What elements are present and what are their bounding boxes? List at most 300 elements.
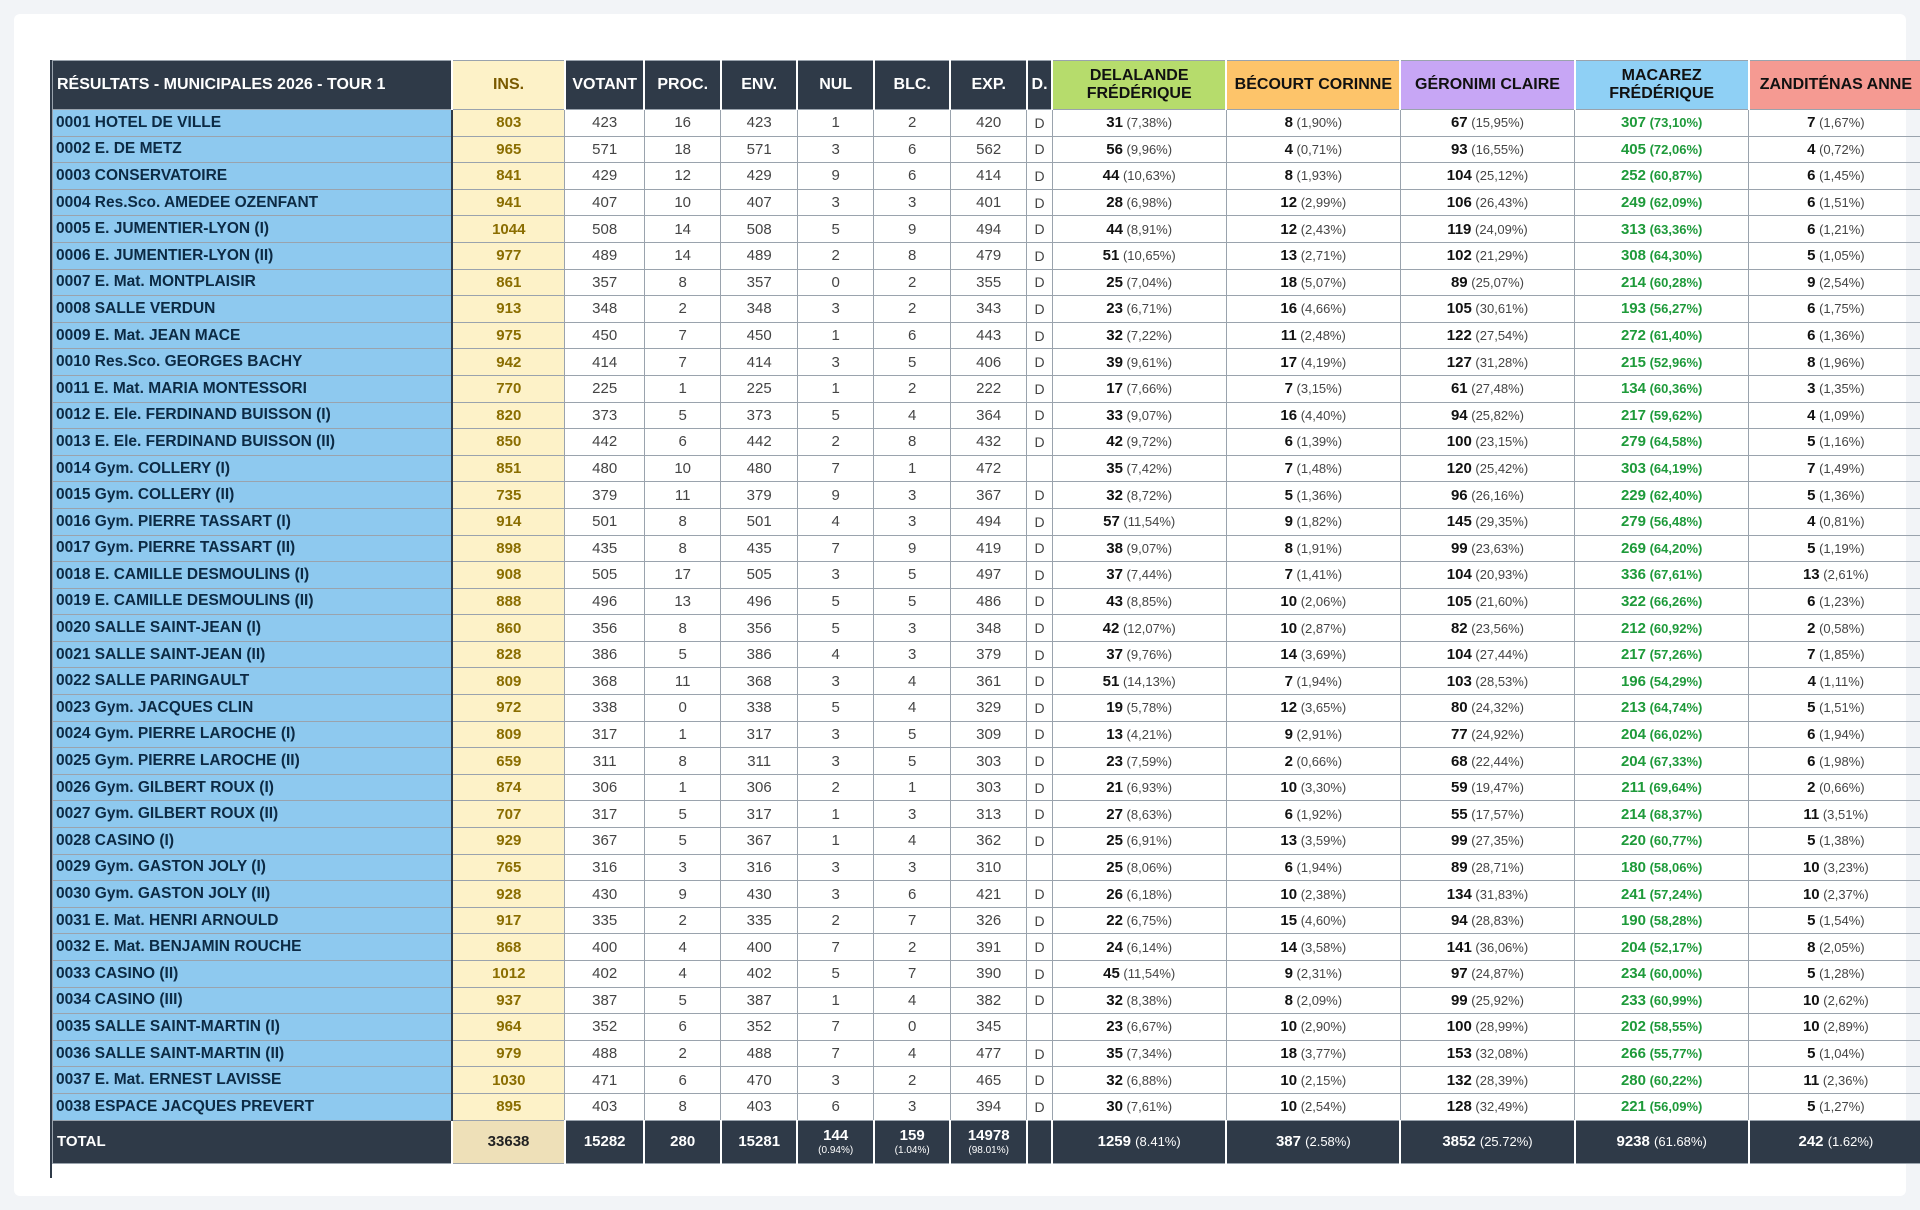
col-header-proc[interactable]: PROC. bbox=[644, 61, 721, 110]
col-header-nul[interactable]: NUL bbox=[797, 61, 874, 110]
polling-station-name: 0002 E. DE METZ bbox=[53, 136, 453, 163]
candidate-vote-pct: (2,37%) bbox=[1819, 886, 1869, 902]
cell-blc: 3 bbox=[874, 801, 951, 828]
cell-ins: 965 bbox=[452, 136, 565, 163]
candidate-vote-count: 10 bbox=[1280, 619, 1298, 637]
candidate-vote-pct: (6,18%) bbox=[1122, 886, 1173, 902]
col-header-ins[interactable]: INS. bbox=[452, 61, 565, 110]
table-row[interactable] bbox=[53, 987, 1920, 1014]
polling-station-name: 0003 CONSERVATOIRE bbox=[53, 163, 453, 190]
cell-blc: 4 bbox=[874, 668, 951, 695]
candidate-vote-count: 32 bbox=[1106, 327, 1123, 345]
cell-exp: 477 bbox=[950, 1040, 1027, 1067]
table-row[interactable] bbox=[53, 189, 1920, 216]
candidate-vote-count: 214 bbox=[1620, 805, 1646, 823]
candidate-vote-count: 18 bbox=[1280, 1045, 1298, 1063]
candidate-vote-pct: (1,05%) bbox=[1815, 248, 1865, 264]
candidate-vote-pct: (68,37%) bbox=[1645, 806, 1703, 822]
cell-candidate-votes bbox=[1575, 402, 1749, 429]
candidate-vote-count: 8 bbox=[1807, 353, 1816, 371]
cell-nul: 3 bbox=[797, 189, 874, 216]
candidate-vote-count: 4 bbox=[1807, 672, 1816, 690]
total-exp-value: 14978 bbox=[967, 1127, 1010, 1145]
cell-exp: 303 bbox=[950, 774, 1027, 801]
cell-candidate-votes bbox=[1226, 482, 1400, 509]
cell-candidate-votes bbox=[1400, 748, 1574, 775]
candidate-vote-pct: (60,36%) bbox=[1645, 381, 1703, 397]
candidate-vote-pct: (1,94%) bbox=[1292, 673, 1343, 689]
cell-blc: 3 bbox=[874, 1093, 951, 1120]
col-header-env[interactable]: ENV. bbox=[721, 61, 798, 110]
cell-candidate-votes bbox=[1575, 375, 1749, 402]
candidate-vote-count: 249 bbox=[1620, 194, 1646, 212]
candidate-vote-pct: (5,78%) bbox=[1122, 700, 1173, 716]
cell-candidate-votes bbox=[1400, 296, 1574, 323]
table-row[interactable] bbox=[53, 535, 1920, 562]
cell-exp: 443 bbox=[950, 322, 1027, 349]
col-header-votant[interactable]: VOTANT bbox=[565, 61, 645, 110]
cell-candidate-votes bbox=[1575, 1014, 1749, 1041]
candidate-vote-pct: (9,96%) bbox=[1122, 141, 1173, 157]
candidate-vote-count: 100 bbox=[1446, 1018, 1472, 1036]
candidate-vote-count: 4 bbox=[1807, 406, 1816, 424]
candidate-vote-pct: (24,87%) bbox=[1467, 966, 1525, 982]
candidate-vote-pct: (2,61%) bbox=[1819, 567, 1869, 583]
table-row[interactable] bbox=[53, 854, 1920, 881]
candidate-vote-pct: (1,16%) bbox=[1815, 434, 1865, 450]
table-row[interactable] bbox=[53, 881, 1920, 908]
cell-proc: 17 bbox=[644, 562, 721, 589]
candidate-vote-count: 22 bbox=[1106, 912, 1123, 930]
candidate-vote-pct: (27,35%) bbox=[1467, 833, 1525, 849]
candidate-vote-pct: (7,22%) bbox=[1122, 328, 1173, 344]
candidate-vote-count: 10 bbox=[1280, 1098, 1298, 1116]
candidate-vote-pct: (28,53%) bbox=[1471, 673, 1529, 689]
cell-candidate-votes bbox=[1400, 668, 1574, 695]
cell-candidate-votes bbox=[1226, 322, 1400, 349]
candidate-vote-count: 21 bbox=[1106, 779, 1123, 797]
cell-votant: 386 bbox=[565, 641, 645, 668]
cell-candidate-votes bbox=[1749, 402, 1920, 429]
candidate-vote-pct: (1,94%) bbox=[1292, 859, 1343, 875]
cell-candidate-votes bbox=[1575, 588, 1749, 615]
candidate-vote-count: 7 bbox=[1807, 114, 1816, 132]
cell-candidate-votes bbox=[1575, 828, 1749, 855]
cell-ins: 850 bbox=[452, 429, 565, 456]
col-header-d[interactable]: D. bbox=[1027, 61, 1052, 110]
table-row[interactable] bbox=[53, 296, 1920, 323]
polling-station-name: 0014 Gym. COLLERY (I) bbox=[53, 455, 453, 482]
candidate-vote-count: 17 bbox=[1106, 380, 1123, 398]
cell-candidate-votes bbox=[1400, 110, 1574, 137]
candidate-vote-count: 9 bbox=[1284, 513, 1293, 531]
cell-ins: 861 bbox=[452, 269, 565, 296]
cell-blc: 9 bbox=[874, 535, 951, 562]
candidate-vote-count: 4 bbox=[1807, 513, 1816, 531]
candidate-vote-count: 25 bbox=[1106, 273, 1123, 291]
candidate-vote-count: 122 bbox=[1446, 327, 1472, 345]
candidate-vote-pct: (27,48%) bbox=[1467, 381, 1525, 397]
candidate-vote-count: 55 bbox=[1450, 805, 1468, 823]
candidate-vote-count: 9 bbox=[1284, 965, 1293, 983]
table-row[interactable] bbox=[53, 588, 1920, 615]
cell-exp: 329 bbox=[950, 695, 1027, 722]
candidate-vote-pct: (7,59%) bbox=[1122, 753, 1173, 769]
candidate-vote-count: 229 bbox=[1620, 486, 1646, 504]
candidate-vote-pct: (3,59%) bbox=[1297, 833, 1347, 849]
table-row[interactable] bbox=[53, 907, 1920, 934]
candidate-vote-count: 28 bbox=[1106, 194, 1123, 212]
cell-votant: 338 bbox=[565, 695, 645, 722]
candidate-vote-count: 10 bbox=[1280, 1018, 1298, 1036]
table-row[interactable] bbox=[53, 242, 1920, 269]
col-header-candidate[interactable]: MACAREZ FRÉDÉRIQUE bbox=[1575, 61, 1749, 110]
candidate-vote-count: 96 bbox=[1450, 486, 1468, 504]
table-row[interactable] bbox=[53, 721, 1920, 748]
candidate-vote-count: 31 bbox=[1106, 114, 1123, 132]
candidate-vote-pct: (2,31%) bbox=[1292, 966, 1343, 982]
candidate-vote-pct: (31,28%) bbox=[1471, 354, 1529, 370]
candidate-vote-pct: (31,83%) bbox=[1471, 886, 1529, 902]
cell-blc: 4 bbox=[874, 402, 951, 429]
candidate-vote-pct: (58,28%) bbox=[1645, 913, 1703, 929]
candidate-vote-count: 128 bbox=[1446, 1098, 1472, 1116]
cell-env: 316 bbox=[721, 854, 798, 881]
cell-env: 379 bbox=[721, 482, 798, 509]
candidate-vote-count: 10 bbox=[1802, 991, 1820, 1009]
cell-exp: 348 bbox=[950, 615, 1027, 642]
cell-candidate-votes bbox=[1226, 641, 1400, 668]
candidate-vote-count: 27 bbox=[1106, 805, 1123, 823]
candidate-vote-count: 19 bbox=[1106, 699, 1123, 717]
candidate-vote-count: 12 bbox=[1280, 194, 1298, 212]
cell-ins: 1012 bbox=[452, 961, 565, 988]
candidate-vote-count: 145 bbox=[1446, 513, 1472, 531]
table-row[interactable] bbox=[53, 349, 1920, 376]
candidate-vote-pct: (1,09%) bbox=[1815, 407, 1865, 423]
candidate-vote-count: 141 bbox=[1446, 938, 1472, 956]
col-header-candidate[interactable]: BÉCOURT CORINNE bbox=[1226, 61, 1400, 110]
table-row[interactable] bbox=[53, 828, 1920, 855]
total-candidate bbox=[1575, 1120, 1749, 1163]
candidate-vote-pct: (1,19%) bbox=[1815, 540, 1865, 556]
candidate-vote-count: 204 bbox=[1620, 752, 1646, 770]
table-row[interactable] bbox=[53, 269, 1920, 296]
candidate-vote-count: 5 bbox=[1807, 1045, 1816, 1063]
table-row[interactable] bbox=[53, 455, 1920, 482]
table-row[interactable] bbox=[53, 1093, 1920, 1120]
candidate-vote-pct: (67,61%) bbox=[1645, 567, 1703, 583]
total-candidate-pct: (8.41%) bbox=[1135, 1134, 1181, 1150]
cell-candidate-votes bbox=[1749, 322, 1920, 349]
candidate-vote-count: 16 bbox=[1280, 300, 1298, 318]
cell-proc: 5 bbox=[644, 402, 721, 429]
cell-candidate-votes bbox=[1052, 163, 1226, 190]
candidate-vote-pct: (0,81%) bbox=[1815, 514, 1865, 530]
table-row[interactable] bbox=[53, 429, 1920, 456]
header-row bbox=[53, 61, 1920, 110]
candidate-vote-pct: (4,40%) bbox=[1297, 407, 1347, 423]
candidate-vote-count: 6 bbox=[1807, 752, 1816, 770]
cell-votant: 505 bbox=[565, 562, 645, 589]
total-votant: 15282 bbox=[565, 1120, 645, 1163]
cell-candidate-votes bbox=[1400, 455, 1574, 482]
candidate-vote-pct: (2,38%) bbox=[1297, 886, 1347, 902]
candidate-vote-pct: (20,93%) bbox=[1471, 567, 1529, 583]
cell-ins: 928 bbox=[452, 881, 565, 908]
table-row[interactable] bbox=[53, 163, 1920, 190]
polling-station-name: 0027 Gym. GILBERT ROUX (II) bbox=[53, 801, 453, 828]
candidate-vote-count: 104 bbox=[1446, 566, 1472, 584]
col-header-exp[interactable]: EXP. bbox=[950, 61, 1027, 110]
cell-votant: 442 bbox=[565, 429, 645, 456]
cell-exp: 326 bbox=[950, 907, 1027, 934]
cell-candidate-votes bbox=[1226, 774, 1400, 801]
candidate-vote-count: 9 bbox=[1284, 725, 1293, 743]
candidate-vote-count: 35 bbox=[1106, 1045, 1123, 1063]
cell-candidate-votes bbox=[1400, 1040, 1574, 1067]
candidate-vote-pct: (21,60%) bbox=[1471, 593, 1529, 609]
table-row[interactable] bbox=[53, 402, 1920, 429]
candidate-vote-pct: (1,85%) bbox=[1815, 647, 1865, 663]
cell-candidate-votes bbox=[1749, 1014, 1920, 1041]
candidate-vote-count: 7 bbox=[1807, 646, 1816, 664]
cell-votant: 367 bbox=[565, 828, 645, 855]
candidate-vote-count: 241 bbox=[1620, 885, 1646, 903]
cell-candidate-votes bbox=[1226, 695, 1400, 722]
candidate-vote-pct: (56,27%) bbox=[1645, 301, 1703, 317]
table-row[interactable] bbox=[53, 508, 1920, 535]
candidate-vote-pct: (0,66%) bbox=[1815, 780, 1865, 796]
table-row[interactable] bbox=[53, 641, 1920, 668]
total-candidate-votes: 1259 bbox=[1097, 1133, 1136, 1151]
candidate-vote-pct: (14,13%) bbox=[1119, 673, 1176, 689]
cell-nul: 5 bbox=[797, 588, 874, 615]
total-exp-pct: (98.01%) bbox=[968, 1145, 1009, 1157]
candidate-vote-pct: (2,36%) bbox=[1819, 1072, 1869, 1088]
cell-candidate-votes bbox=[1052, 402, 1226, 429]
cell-nul: 1 bbox=[797, 375, 874, 402]
candidate-vote-count: 13 bbox=[1802, 566, 1820, 584]
table-row[interactable] bbox=[53, 562, 1920, 589]
candidate-vote-count: 11 bbox=[1803, 805, 1820, 823]
cell-ins: 975 bbox=[452, 322, 565, 349]
candidate-vote-count: 7 bbox=[1284, 672, 1293, 690]
cell-candidate-votes bbox=[1052, 136, 1226, 163]
col-header-blc[interactable]: BLC. bbox=[874, 61, 951, 110]
candidate-vote-count: 280 bbox=[1620, 1071, 1646, 1089]
candidate-vote-count: 26 bbox=[1106, 885, 1123, 903]
cell-candidate-votes bbox=[1226, 881, 1400, 908]
cell-d: D bbox=[1027, 110, 1052, 137]
cell-candidate-votes bbox=[1052, 668, 1226, 695]
candidate-vote-pct: (64,19%) bbox=[1645, 461, 1703, 477]
table-row[interactable] bbox=[53, 1040, 1920, 1067]
table-row[interactable] bbox=[53, 322, 1920, 349]
candidate-vote-count: 8 bbox=[1284, 167, 1293, 185]
table-row[interactable] bbox=[53, 961, 1920, 988]
candidate-vote-pct: (2,05%) bbox=[1815, 939, 1865, 955]
table-row[interactable] bbox=[53, 110, 1920, 137]
cell-candidate-votes bbox=[1575, 163, 1749, 190]
cell-candidate-votes bbox=[1749, 588, 1920, 615]
candidate-vote-count: 272 bbox=[1620, 327, 1646, 345]
candidate-vote-pct: (28,39%) bbox=[1471, 1072, 1529, 1088]
candidate-vote-pct: (28,99%) bbox=[1471, 1019, 1529, 1035]
table-row[interactable] bbox=[53, 136, 1920, 163]
candidate-vote-pct: (1,41%) bbox=[1292, 567, 1343, 583]
cell-proc: 10 bbox=[644, 189, 721, 216]
col-header-candidate[interactable]: ZANDITÉNAS ANNE bbox=[1749, 61, 1920, 110]
table-row[interactable] bbox=[53, 375, 1920, 402]
cell-candidate-votes bbox=[1400, 801, 1574, 828]
candidate-vote-pct: (1,36%) bbox=[1815, 328, 1865, 344]
cell-votant: 311 bbox=[565, 748, 645, 775]
table-row[interactable] bbox=[53, 774, 1920, 801]
cell-candidate-votes bbox=[1226, 668, 1400, 695]
cell-candidate-votes bbox=[1575, 961, 1749, 988]
cell-candidate-votes bbox=[1575, 455, 1749, 482]
candidate-vote-count: 308 bbox=[1620, 247, 1646, 265]
cell-candidate-votes bbox=[1052, 375, 1226, 402]
cell-env: 348 bbox=[721, 296, 798, 323]
table-row[interactable] bbox=[53, 748, 1920, 775]
candidate-vote-count: 4 bbox=[1284, 140, 1293, 158]
candidate-vote-pct: (64,20%) bbox=[1645, 540, 1703, 556]
candidate-vote-count: 252 bbox=[1620, 167, 1646, 185]
results-table-wrapper[interactable] bbox=[50, 60, 1920, 1178]
candidate-vote-pct: (2,62%) bbox=[1819, 992, 1869, 1008]
table-row[interactable] bbox=[53, 482, 1920, 509]
candidate-vote-pct: (60,00%) bbox=[1645, 966, 1703, 982]
cell-candidate-votes bbox=[1226, 854, 1400, 881]
cell-candidate-votes bbox=[1575, 615, 1749, 642]
candidate-vote-count: 4 bbox=[1807, 140, 1816, 158]
cell-candidate-votes bbox=[1052, 1040, 1226, 1067]
cell-ins: 979 bbox=[452, 1040, 565, 1067]
cell-candidate-votes bbox=[1226, 1014, 1400, 1041]
candidate-vote-count: 23 bbox=[1106, 1018, 1123, 1036]
cell-ins: 770 bbox=[452, 375, 565, 402]
cell-d: D bbox=[1027, 1093, 1052, 1120]
candidate-vote-count: 32 bbox=[1106, 991, 1123, 1009]
cell-candidate-votes bbox=[1400, 216, 1574, 243]
cell-candidate-votes bbox=[1575, 349, 1749, 376]
candidate-vote-count: 6 bbox=[1284, 805, 1293, 823]
cell-candidate-votes bbox=[1749, 375, 1920, 402]
table-row[interactable] bbox=[53, 615, 1920, 642]
table-row[interactable] bbox=[53, 801, 1920, 828]
table-row[interactable] bbox=[53, 1014, 1920, 1041]
candidate-vote-count: 7 bbox=[1284, 460, 1293, 478]
candidate-vote-count: 202 bbox=[1620, 1018, 1646, 1036]
table-row[interactable] bbox=[53, 1067, 1920, 1094]
candidate-vote-pct: (9,76%) bbox=[1122, 647, 1173, 663]
candidate-vote-count: 23 bbox=[1106, 752, 1123, 770]
candidate-vote-pct: (28,71%) bbox=[1467, 859, 1525, 875]
table-title: RÉSULTATS - MUNICIPALES 2026 - TOUR 1 bbox=[53, 61, 453, 110]
cell-env: 387 bbox=[721, 987, 798, 1014]
table-row[interactable] bbox=[53, 695, 1920, 722]
cell-ins: 868 bbox=[452, 934, 565, 961]
candidate-vote-count: 6 bbox=[1807, 592, 1816, 610]
cell-env: 571 bbox=[721, 136, 798, 163]
cell-env: 496 bbox=[721, 588, 798, 615]
cell-candidate-votes bbox=[1749, 136, 1920, 163]
cell-candidate-votes bbox=[1052, 987, 1226, 1014]
cell-d: D bbox=[1027, 482, 1052, 509]
polling-station-name: 0038 ESPACE JACQUES PREVERT bbox=[53, 1093, 453, 1120]
candidate-vote-pct: (3,30%) bbox=[1297, 780, 1347, 796]
candidate-vote-pct: (2,09%) bbox=[1292, 992, 1343, 1008]
cell-exp: 420 bbox=[950, 110, 1027, 137]
cell-d: D bbox=[1027, 402, 1052, 429]
polling-station-name: 0018 E. CAMILLE DESMOULINS (I) bbox=[53, 562, 453, 589]
candidate-vote-pct: (52,17%) bbox=[1645, 939, 1703, 955]
total-candidate bbox=[1400, 1120, 1574, 1163]
candidate-vote-count: 127 bbox=[1446, 353, 1472, 371]
results-card bbox=[14, 14, 1912, 1196]
candidate-vote-count: 13 bbox=[1280, 247, 1298, 265]
cell-candidate-votes bbox=[1575, 934, 1749, 961]
candidate-vote-pct: (23,63%) bbox=[1467, 540, 1525, 556]
candidate-vote-pct: (29,35%) bbox=[1471, 514, 1529, 530]
cell-candidate-votes bbox=[1226, 588, 1400, 615]
cell-ins: 888 bbox=[452, 588, 565, 615]
cell-candidate-votes bbox=[1226, 801, 1400, 828]
cell-votant: 496 bbox=[565, 588, 645, 615]
candidate-vote-count: 23 bbox=[1106, 300, 1123, 318]
cell-exp: 379 bbox=[950, 641, 1027, 668]
cell-votant: 508 bbox=[565, 216, 645, 243]
cell-env: 402 bbox=[721, 961, 798, 988]
candidate-vote-count: 99 bbox=[1450, 832, 1468, 850]
candidate-vote-count: 217 bbox=[1620, 406, 1646, 424]
cell-env: 356 bbox=[721, 615, 798, 642]
cell-votant: 423 bbox=[565, 110, 645, 137]
cell-ins: 809 bbox=[452, 668, 565, 695]
cell-candidate-votes bbox=[1575, 216, 1749, 243]
candidate-vote-pct: (1,51%) bbox=[1815, 195, 1865, 211]
total-candidate-votes: 3852 bbox=[1442, 1133, 1480, 1151]
table-row[interactable] bbox=[53, 216, 1920, 243]
cell-d: D bbox=[1027, 349, 1052, 376]
col-header-candidate[interactable]: GÉRONIMI CLAIRE bbox=[1400, 61, 1574, 110]
cell-env: 505 bbox=[721, 562, 798, 589]
polling-station-name: 0033 CASINO (II) bbox=[53, 961, 453, 988]
candidate-vote-pct: (64,74%) bbox=[1645, 700, 1703, 716]
table-row[interactable] bbox=[53, 668, 1920, 695]
polling-station-name: 0021 SALLE SAINT-JEAN (II) bbox=[53, 641, 453, 668]
candidate-vote-count: 10 bbox=[1280, 779, 1298, 797]
candidate-vote-pct: (6,91%) bbox=[1122, 833, 1173, 849]
cell-ins: 707 bbox=[452, 801, 565, 828]
cell-nul: 3 bbox=[797, 136, 874, 163]
cell-d: D bbox=[1027, 828, 1052, 855]
candidate-vote-pct: (0,66%) bbox=[1292, 753, 1343, 769]
cell-nul: 2 bbox=[797, 242, 874, 269]
cell-candidate-votes bbox=[1400, 1014, 1574, 1041]
cell-nul: 3 bbox=[797, 1067, 874, 1094]
cell-blc: 3 bbox=[874, 189, 951, 216]
table-row[interactable] bbox=[53, 934, 1920, 961]
candidate-vote-count: 8 bbox=[1284, 991, 1293, 1009]
col-header-candidate[interactable]: DELALANDE FRÉDÉRIQUE bbox=[1052, 61, 1226, 110]
cell-candidate-votes bbox=[1226, 535, 1400, 562]
cell-candidate-votes bbox=[1052, 721, 1226, 748]
candidate-vote-pct: (7,44%) bbox=[1122, 567, 1173, 583]
candidate-vote-pct: (24,32%) bbox=[1467, 700, 1525, 716]
